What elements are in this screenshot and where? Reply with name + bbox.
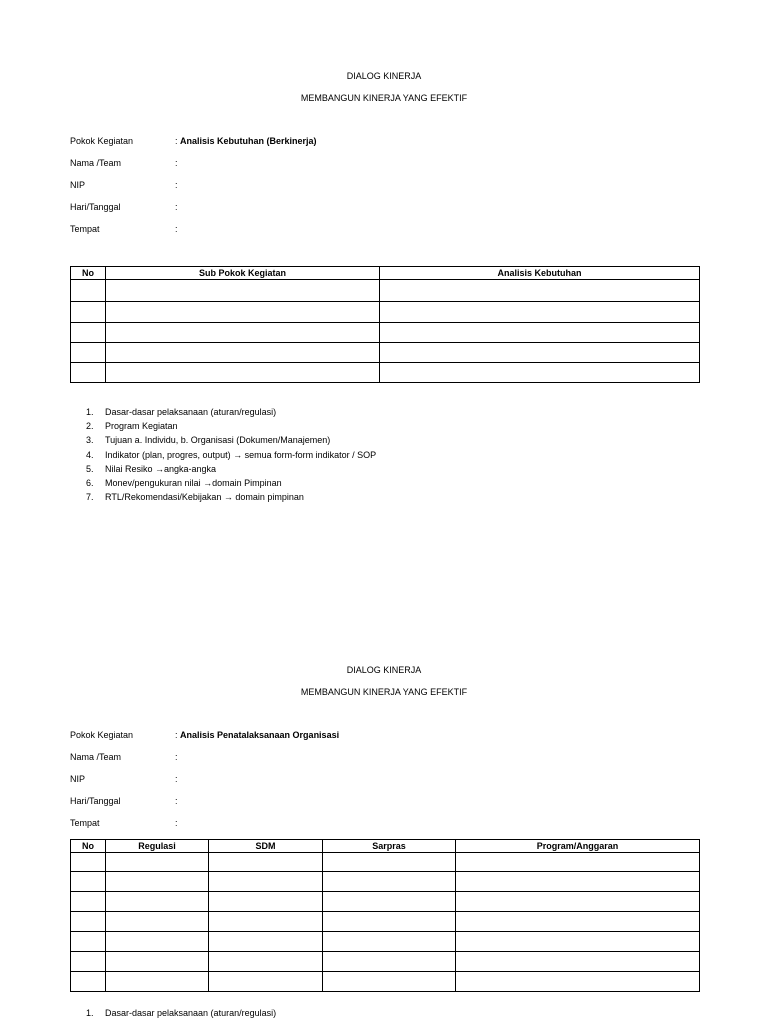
table-cell[interactable] [456, 892, 700, 912]
table-header-row [71, 267, 700, 280]
list-text: Dasar-dasar pelaksanaan (aturan/regulasi) [105, 1008, 277, 1018]
field-label-hari-tanggal: Hari/Tanggal [70, 796, 121, 806]
form1-subtitle: MEMBANGUN KINERJA YANG EFEKTIF [300, 93, 468, 103]
table-cell[interactable] [106, 972, 209, 992]
column-header-no: No [71, 840, 106, 853]
table-row [71, 892, 700, 912]
table-row [71, 323, 700, 343]
table-cell[interactable] [71, 972, 106, 992]
table-cell[interactable] [456, 952, 700, 972]
list-number: 7. [86, 492, 94, 503]
field-colon: : [175, 202, 178, 212]
field-label-tempat: Tempat [70, 224, 100, 234]
table-cell[interactable] [323, 932, 456, 952]
list-number: 1. [86, 407, 94, 417]
list-item [86, 462, 376, 476]
table-cell[interactable] [106, 872, 209, 892]
table-row [71, 363, 700, 383]
table-cell[interactable] [209, 912, 323, 932]
list-text: Indikator (plan, progres, output) → semua form-form indikator / SOP [105, 449, 377, 460]
field-value-pokok-kegiatan: Analisis Kebutuhan (Berkinerja) [180, 136, 317, 146]
list-item [86, 490, 376, 504]
table-cell[interactable] [71, 343, 106, 363]
column-header-program-anggaran: Program/Anggaran [456, 840, 700, 853]
field-label-tempat: Tempat [70, 818, 100, 828]
table-cell[interactable] [71, 363, 106, 383]
form2-subtitle: MEMBANGUN KINERJA YANG EFEKTIF [300, 687, 468, 697]
column-header-analisis-kebutuhan: Analisis Kebutuhan [380, 267, 700, 280]
table-cell[interactable] [106, 280, 380, 302]
field-colon: : [175, 752, 178, 762]
table-row [71, 952, 700, 972]
column-header-sdm: SDM [209, 840, 323, 853]
form1-table [70, 266, 700, 383]
table-cell[interactable] [456, 932, 700, 952]
table-cell[interactable] [106, 302, 380, 323]
table-row [71, 872, 700, 892]
list-text: Dasar-dasar pelaksanaan (aturan/regulasi) [105, 407, 277, 417]
list-text: Monev/pengukuran nilai →domain Pimpinan [105, 478, 282, 489]
table-cell[interactable] [323, 872, 456, 892]
table-cell[interactable] [106, 323, 380, 343]
list-number: 6. [86, 478, 94, 489]
field-colon: : [175, 818, 178, 828]
list-item [86, 405, 376, 419]
table-cell[interactable] [380, 343, 700, 363]
table-cell[interactable] [106, 952, 209, 972]
list-item [86, 476, 376, 490]
form2-title: DIALOG KINERJA [346, 665, 422, 675]
table-cell[interactable] [209, 892, 323, 912]
table-cell[interactable] [209, 932, 323, 952]
table-cell[interactable] [380, 323, 700, 343]
table-cell[interactable] [209, 853, 323, 872]
field-value-pokok-kegiatan: Analisis Penatalaksanaan Organisasi [180, 730, 340, 740]
list-text: Program Kegiatan [105, 421, 178, 432]
field-label-nama-team: Nama /Team [70, 752, 122, 762]
table-cell[interactable] [71, 280, 106, 302]
list-item [86, 448, 377, 462]
field-label-pokok-kegiatan: Pokok Kegiatan [70, 730, 134, 740]
table-cell[interactable] [71, 892, 106, 912]
table-row [71, 302, 700, 323]
table-cell[interactable] [380, 280, 700, 302]
table-cell[interactable] [456, 912, 700, 932]
table-cell[interactable] [209, 972, 323, 992]
field-label-pokok-kegiatan: Pokok Kegiatan [70, 136, 134, 146]
list-item [86, 433, 376, 447]
table-cell[interactable] [106, 363, 380, 383]
form1-title: DIALOG KINERJA [346, 71, 422, 81]
list-item [86, 419, 376, 433]
table-cell[interactable] [71, 872, 106, 892]
list-text: RTL/Rekomendasi/Kebijakan → domain pimpinan [105, 492, 304, 503]
table-header-row [71, 840, 700, 853]
table-cell[interactable] [323, 892, 456, 912]
field-label-nama-team: Nama /Team [70, 158, 122, 168]
list-number: 1. [86, 1008, 94, 1018]
table-cell[interactable] [380, 302, 700, 323]
list-text: Nilai Resiko →angka-angka [105, 463, 217, 474]
table-cell[interactable] [106, 343, 380, 363]
table-cell[interactable] [106, 853, 209, 872]
table-cell[interactable] [106, 912, 209, 932]
table-cell[interactable] [71, 932, 106, 952]
column-header-sarpras: Sarpras [323, 840, 456, 853]
table-cell[interactable] [106, 892, 209, 912]
column-header-regulasi: Regulasi [106, 840, 209, 853]
table-cell[interactable] [71, 323, 106, 343]
field-colon: : [175, 180, 178, 190]
field-label-hari-tanggal: Hari/Tanggal [70, 202, 121, 212]
list-number: 3. [86, 435, 94, 446]
field-colon: : [175, 136, 178, 146]
list-number: 4. [86, 449, 94, 460]
table-cell[interactable] [71, 952, 106, 972]
table-cell[interactable] [456, 853, 700, 872]
field-colon: : [175, 730, 178, 740]
table-cell[interactable] [71, 302, 106, 323]
field-label-nip: NIP [70, 180, 86, 190]
table-row [71, 853, 700, 872]
table-cell[interactable] [456, 872, 700, 892]
field-label-nip: NIP [70, 774, 86, 784]
table-row [71, 912, 700, 932]
list-number: 2. [86, 421, 94, 432]
list-item [86, 1006, 277, 1020]
form1-notes-list [70, 405, 376, 504]
table-cell[interactable] [323, 952, 456, 972]
column-header-no: No [71, 267, 106, 280]
table-cell[interactable] [323, 853, 456, 872]
table-cell[interactable] [106, 932, 209, 952]
table-cell[interactable] [71, 912, 106, 932]
field-colon: : [175, 796, 178, 806]
form2-table [70, 839, 700, 992]
table-cell[interactable] [323, 972, 456, 992]
table-row [71, 343, 700, 363]
table-cell[interactable] [209, 952, 323, 972]
column-header-sub-pokok-kegiatan: Sub Pokok Kegiatan [106, 267, 380, 280]
form2-notes-list [70, 1006, 276, 1020]
table-cell[interactable] [71, 853, 106, 872]
table-row [71, 280, 700, 302]
table-cell[interactable] [209, 872, 323, 892]
list-number: 5. [86, 463, 94, 474]
field-colon: : [175, 774, 178, 784]
table-cell[interactable] [456, 972, 700, 992]
list-text: Tujuan a. Individu, b. Organisasi (Dokumen/Manajemen) [105, 435, 331, 446]
field-colon: : [175, 158, 178, 168]
table-cell[interactable] [380, 363, 700, 383]
table-cell[interactable] [323, 912, 456, 932]
field-colon: : [175, 224, 178, 234]
table-row [71, 972, 700, 992]
table-row [71, 932, 700, 952]
